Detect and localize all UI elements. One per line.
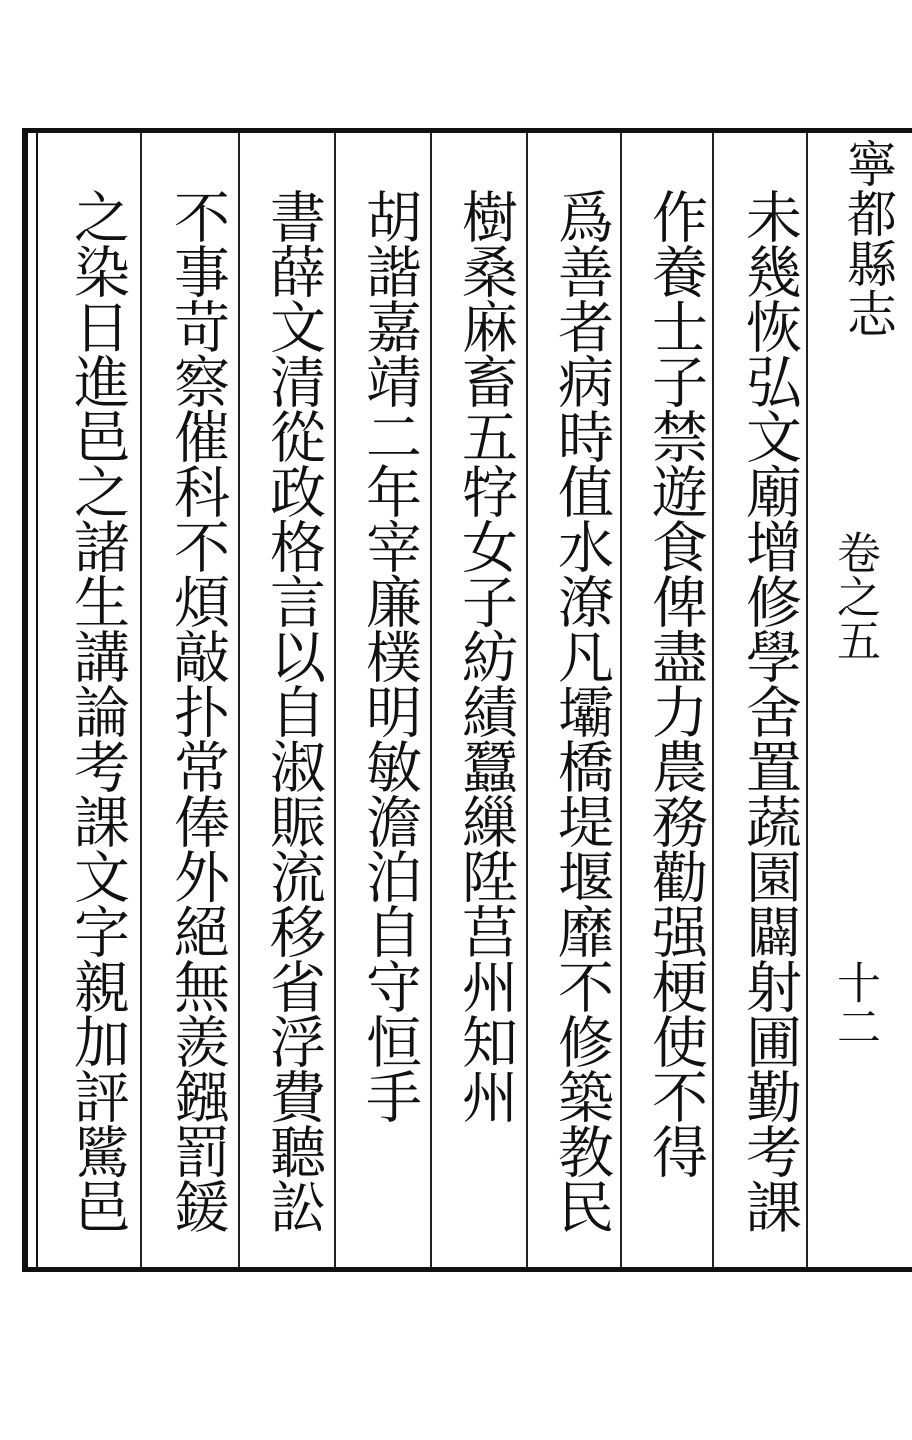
column-rule <box>620 133 622 1267</box>
section-mark: 卷之五 <box>829 530 880 662</box>
column-rule <box>334 133 336 1267</box>
text-column-6: 書薛文清從政格言以自淑賑流移省浮費聽訟 <box>261 188 326 1233</box>
column-rule <box>430 133 432 1267</box>
text-column-1: 未幾恢弘文廟增修學舍置蔬園闢射圃勤考課 <box>737 188 802 1233</box>
column-rule <box>712 133 714 1267</box>
frame-left-inner-rule <box>36 128 38 1272</box>
column-rule <box>140 133 142 1267</box>
folio-number: 十二 <box>829 960 880 1048</box>
text-column-4: 樹桑麻畜五牸女子紡績蠶繅陞莒州知州 <box>453 188 518 1123</box>
book-title: 寧都縣志 <box>839 138 897 338</box>
text-column-7: 不事苛察催科不煩敲扑常俸外絕無羨鏹罰鍰 <box>165 188 230 1233</box>
text-column-2: 作養士子禁遊食俾盡力農務勸强梗使不得 <box>643 188 708 1178</box>
frame-left-rule <box>22 128 28 1272</box>
column-rule <box>238 133 240 1267</box>
column-rule <box>526 133 528 1267</box>
text-column-3: 爲善者病時值水潦凡壩橋堤堰靡不修築教民 <box>549 188 614 1233</box>
text-column-5: 胡諧嘉靖二年宰廉樸明敏澹泊自守恒手 <box>357 188 422 1123</box>
column-rule <box>806 133 808 1267</box>
text-column-8: 之染日進邑之諸生講論考課文字親加評騭邑 <box>65 188 130 1233</box>
